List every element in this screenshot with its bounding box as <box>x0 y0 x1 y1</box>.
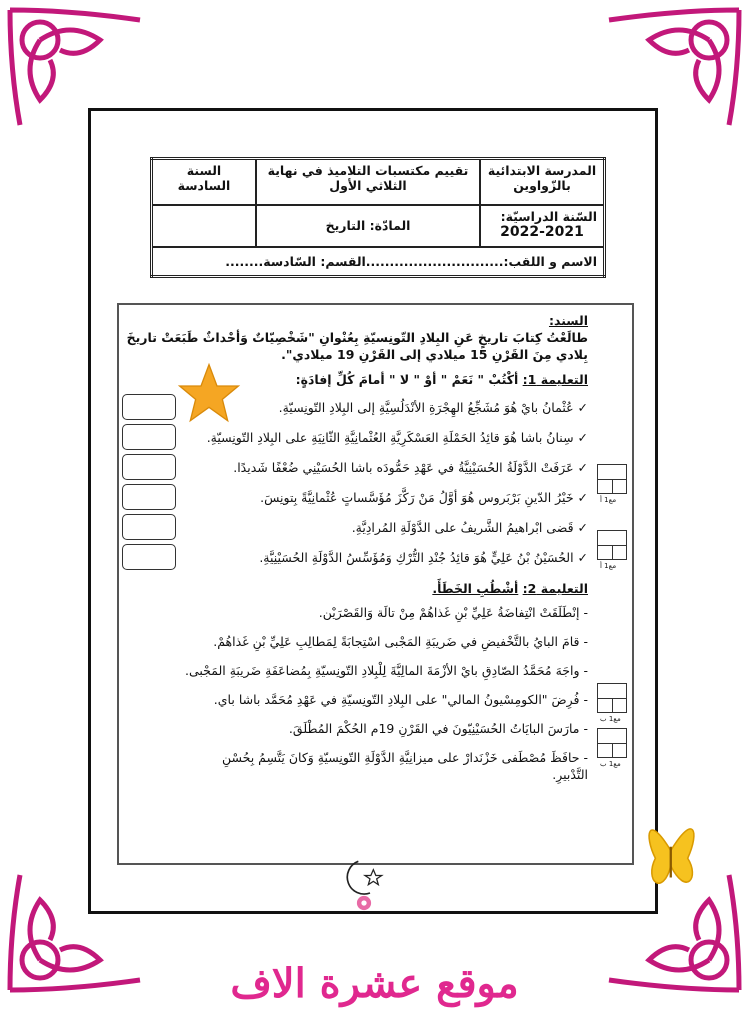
site-watermark: موقع عشرة الاف <box>230 960 519 1007</box>
statement-row <box>122 452 588 482</box>
statement-row <box>122 422 588 452</box>
instruction1 <box>122 371 588 388</box>
source-text-line2: بِلادي مِنَ القَرْنِ 15 ميلادي إلى القَرْنِ 19 ميلادي". <box>281 347 588 362</box>
statement-item[interactable]: - قامَ البايُ بالتَّخْفيضِ في ضَريبَةِ المَجْبى اسْتِجابَةً لِمَطالِبِ عَلِيِّ بْنِ غَذاهُمْ. <box>213 634 588 649</box>
school-name: المدرسة الابتدائية بالزّواوين <box>480 159 605 205</box>
statement-item[interactable]: - مارَسَ البايَاتُ الحُسَيْنِيّونَ في القَرْنِ 19م الحُكْمَ المُطْلَقَ. <box>288 721 588 736</box>
statement-item[interactable]: - إنْطَلَقَتْ انْتِفاضَةُ عَلِيِّ بْنِ غَذاهُمْ مِنْ تالَة وَالقَصْرَيْن. <box>318 605 588 620</box>
answer-box[interactable] <box>122 424 176 450</box>
name-field[interactable]: الاسم و اللقب:.............................القسم: السّادسة........ <box>152 247 605 277</box>
answer-box[interactable] <box>122 544 176 570</box>
answer-box[interactable] <box>122 514 176 540</box>
answer-box[interactable] <box>122 484 176 510</box>
statement-item: ✓ الحُسَيْنُ بْنُ عَلِيٍّ هُوَ قائِدُ جُنْدِ التُّرْكِ وَمُؤَسِّسُ الدَّوْلَةِ الحُسَيْنِيَّةِ. <box>259 549 588 565</box>
answer-box[interactable] <box>122 394 176 420</box>
statement-row <box>122 512 588 542</box>
instruction1-text: أكْتُبْ " نَعَمْ " أوْ " لا " أمامَ كُلِّ إفادَةٍ: <box>295 372 519 387</box>
school-year: 2022-2021 <box>500 223 584 240</box>
flower-icon <box>356 895 372 911</box>
exam-title: تقييم مكتسبات التلاميذ في نهاية الثلاثي الأول <box>256 159 480 205</box>
instruction2-text: أشْطُبِ الخَطَأَ. <box>432 581 519 596</box>
subject: المادّة: التاريخ <box>256 205 480 247</box>
crescent-star-icon <box>340 858 390 898</box>
statement-row <box>122 482 588 512</box>
criterion-label: مع1 ب <box>600 715 621 723</box>
grade-label: السنة السادسة <box>152 159 257 205</box>
criterion-label: مع1 ب <box>600 760 621 768</box>
criterion-label: مع1 أ <box>600 562 617 570</box>
statement-item: ✓ خَيْرُ الدّينِ بَرْبَروس هُوَ أوَّلُ مَنْ رَكَّزَ مُؤَسَّساتٍ عُثْمانِيَّةً بِتونِسَ. <box>260 489 588 505</box>
butterfly-icon <box>640 800 700 905</box>
score-grid <box>597 530 627 560</box>
score-grid <box>597 464 627 494</box>
statement-item[interactable]: - واجَهَ مُحَمَّدُ الصّادِقِ بايْ الأزْمَةَ المالِيَّةَ لِلْبِلادِ التّونِسيّةِ بِمُضاعَفَةِ ضَريبَةِ المَجْبى. <box>184 663 588 678</box>
score-grid <box>597 728 627 758</box>
statement-item[interactable]: - فُرِضَ "الكومِسْيونُ المالي" على البِلادِ التّونِسيّةِ في عَهْدِ مُحَمَّد باشا باي. <box>213 692 588 707</box>
statement-item: ✓ عُثْمانُ بايْ هُوَ مُشَجِّعُ الهِجْرَةِ الأنْدَلُسِيَّةِ إلى البِلادِ التّونِسيّةِ. <box>278 399 588 415</box>
statement-item: ✓ عَرَفَتْ الدَّوْلَةُ الحُسَيْنِيَّةُ في عَهْدِ حَمُّودَه باشا الحُسَيْنِي ضُعْفًا شَديدًا. <box>233 459 588 475</box>
source-text-line1: طالَعْتُ كِتابَ تاريخٍ عَنِ البِلادِ التّونِسيّةِ بِعُنْوانِ "شَخْصِيّاتٌ وَأحْداثٌ طَبَعَتْ تاريخَ <box>126 330 588 345</box>
year-label: السّنة الدراسيّة: <box>500 208 597 224</box>
statement-item: ✓ قَضى ابْراهيمُ الشَّريفُ على الدَّوْلَةِ المُرادِيَّةِ. <box>351 519 588 535</box>
statement-item: ✓ سِنانُ باشا هُوَ قائِدُ الحَمْلَةِ العَسْكَرِيَّةِ العُثْمانِيَّةِ الثّانِيَةِ على البِلادِ التّونِسيّةِ. <box>206 429 588 445</box>
worksheet-body <box>122 312 588 786</box>
instruction1-label: التعليمة 1: <box>522 372 588 387</box>
statement-row <box>122 542 588 572</box>
instruction2-label: التعليمة 2: <box>522 581 588 596</box>
source-label: السند: <box>548 313 588 328</box>
answer-box[interactable] <box>122 454 176 480</box>
header-table <box>150 157 606 278</box>
instruction2 <box>122 580 588 597</box>
statement-row <box>122 392 588 422</box>
score-grid <box>597 683 627 713</box>
statement-item[interactable]: - حافَظَ مُصْطَفى خَزْنَدارْ على ميزانِيَّةِ الدَّوْلَةِ التّونِسيّةِ وَكانَ يَتَّسِمُ بِحُسْنِ التَّدْبيرِ. <box>221 750 588 782</box>
criterion-label: مع1 أ <box>600 496 617 504</box>
